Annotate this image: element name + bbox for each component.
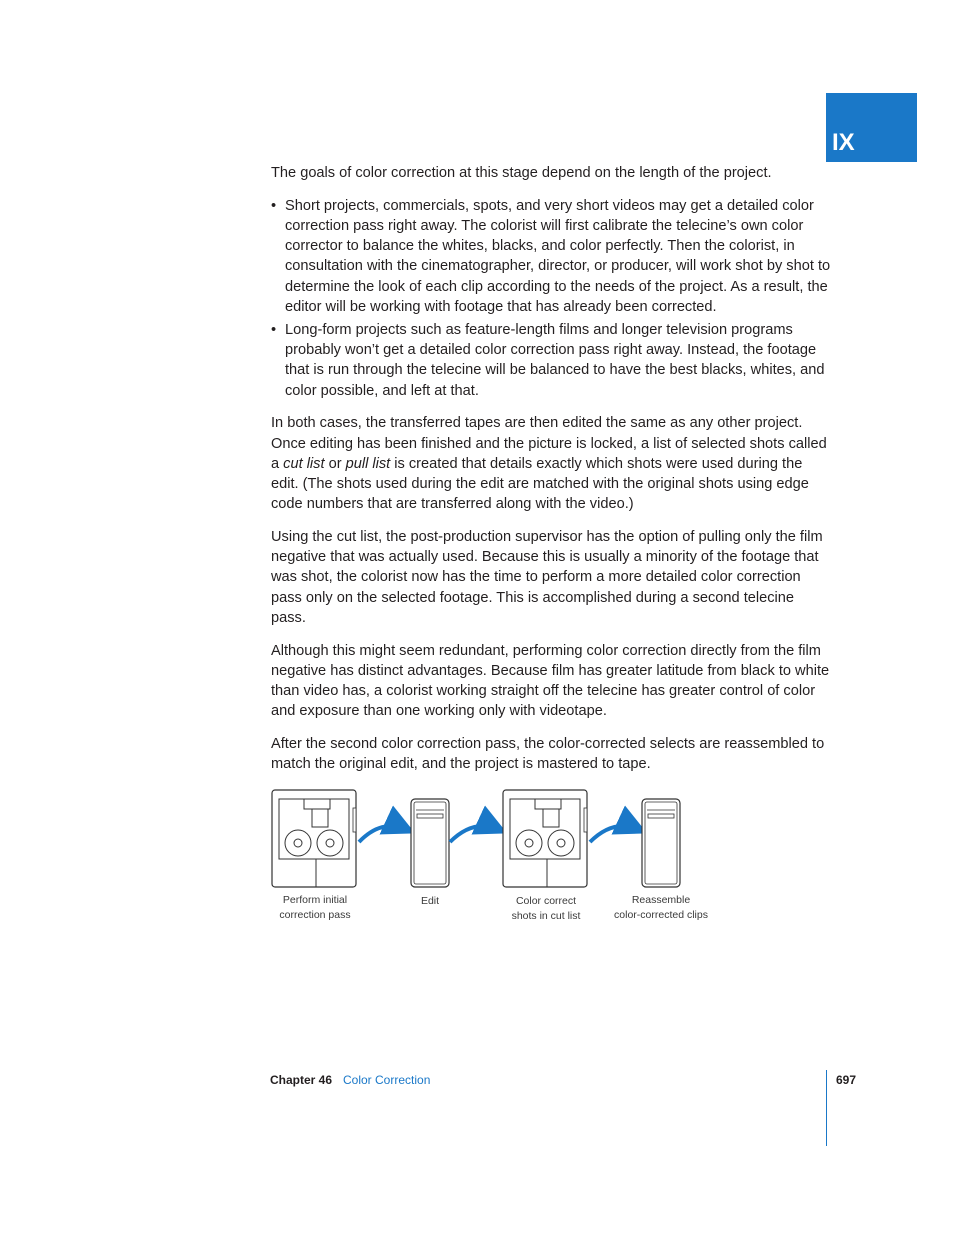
- caption-reassemble: [602, 893, 720, 923]
- term-pull-list: pull list: [345, 455, 391, 472]
- caption-edit: [400, 894, 460, 909]
- section-tab-label: IX: [832, 129, 855, 156]
- caption-line: Color correct: [515, 895, 577, 907]
- caption-perform-initial: [264, 893, 366, 923]
- body-text: [271, 163, 831, 787]
- computer-tower-icon: [642, 799, 680, 887]
- caption-line: correction pass: [279, 909, 351, 921]
- bullet-short-projects: • Short projects, commercials, spots, and very short videos may get a detailed color correction pass right away. The colorist will first calibrate the telecine’s own color corrector to balance the whites, blacks, and color perfectly. Then the colorist, in consultation with the cinematographer, director, or producer, will work shot by shot to determine the look of each clip according to the needs of the project. As a result, the editor will be working with footage that has already been corrected.: [271, 196, 831, 317]
- arrow-icon: [359, 826, 408, 842]
- paragraph-redundant: Although this might seem redundant, performing color correction directly from the film negative has distinct advantages. Because film has greater latitude from black to white than video has, a colorist working straight off the telecine has greater control of color and exposure than one working only with videotape.: [271, 642, 830, 720]
- caption-line: Perform initial: [282, 894, 348, 906]
- footer-chapter: Chapter 46: [270, 1073, 333, 1087]
- arrow-icon: [450, 826, 500, 842]
- bullet-list: [271, 196, 831, 401]
- footer-chapter-title[interactable]: Color Correction: [343, 1073, 431, 1087]
- caption-line: color-corrected clips: [614, 909, 708, 921]
- workflow-diagram: [262, 780, 732, 940]
- page-number: 697: [836, 1073, 857, 1087]
- caption-line: Edit: [420, 895, 440, 907]
- caption-line: Reassemble: [631, 894, 691, 906]
- intro-paragraph: The goals of color correction at this stage depend on the length of the project.: [271, 165, 772, 181]
- paragraph-cut-list: Using the cut list, the post-production supervisor has the option of pulling only the film negative that was actually used. Because this is usually a minority of the footage that was shot, the colorist now has the time to perform a more detailed color correction pass only on the selected footage. This is accomplished during a second telecine pass.: [271, 529, 823, 626]
- section-tab: [826, 93, 917, 162]
- arrow-icon: [590, 826, 640, 842]
- bullet-long-form-projects: • Long-form projects such as feature-length films and longer television programs probably won’t get a detailed color correction pass right away. Instead, the footage that is run through the telecine will be balanced to have the best blacks, whites, and color possible, and left at that.: [271, 320, 831, 401]
- term-cut-list: cut list: [283, 455, 325, 472]
- caption-line: shots in cut list: [511, 910, 581, 922]
- telecine-machine-icon: [272, 790, 356, 887]
- text-run: or: [324, 455, 346, 472]
- telecine-machine-icon: [503, 790, 587, 887]
- paragraph-both-cases: [271, 413, 831, 514]
- footer-divider: [826, 1070, 827, 1146]
- text-run: In both cases, the transferred tapes are then edited the same as any other project. Once editing has been finished and the picture is locked, a list of selected shots called a: [271, 415, 827, 472]
- paragraph-after: After the second color correction pass, the color-corrected selects are reassembled to match the original edit, and the project is mastered to tape.: [271, 736, 825, 773]
- caption-color-correct: [494, 894, 598, 924]
- computer-tower-icon: [411, 799, 449, 887]
- text-run: is created that details exactly which shots were used during the edit. (The shots used during the edit are matched with the original shots using edge code numbers that are transferred along with the video.): [271, 455, 809, 513]
